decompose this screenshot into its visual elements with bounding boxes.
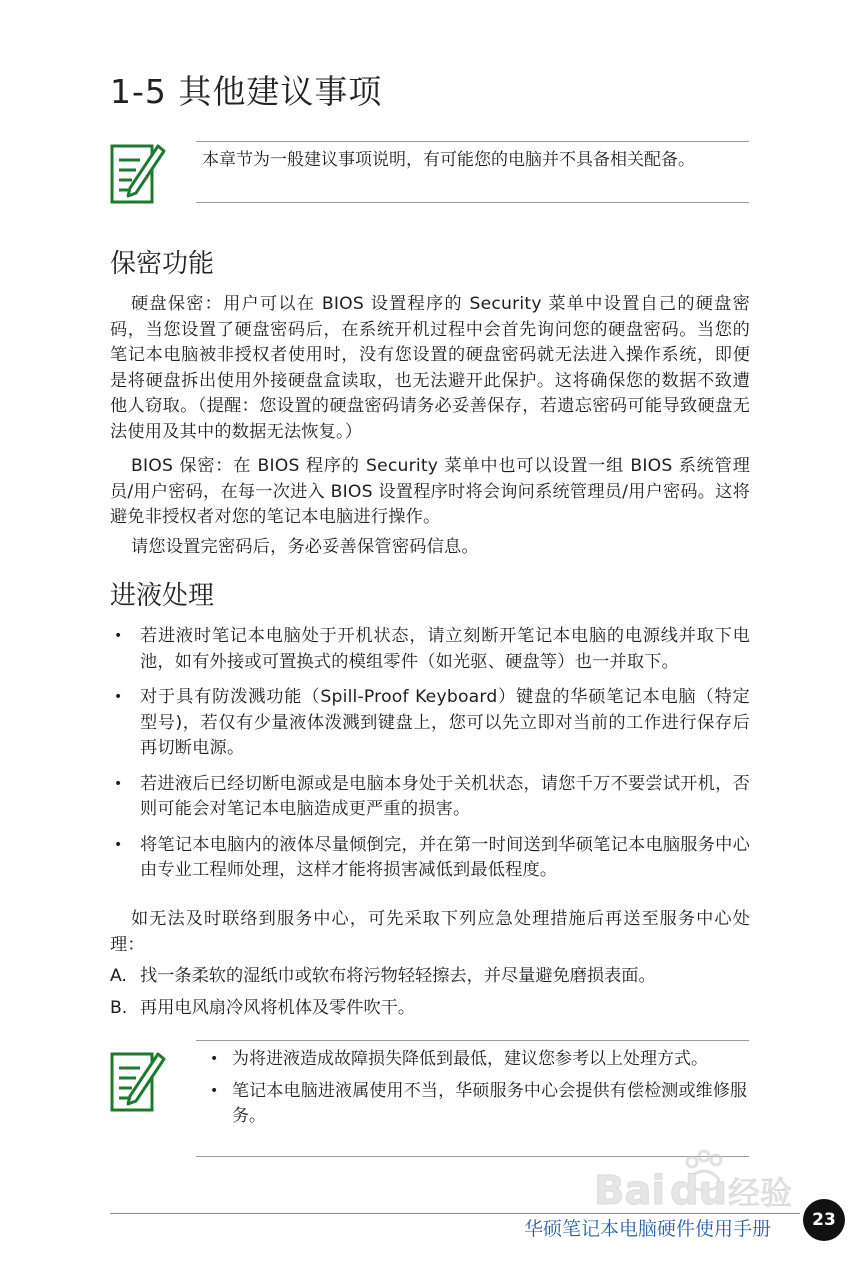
emergency-step-a — [110, 964, 750, 990]
liquid-heading: 进液处理 — [110, 581, 215, 611]
list-item: • 将笔记本电脑内的液体尽量倾倒完，并在第一时间送到华硕笔记本电脑服务中心由专业工程师处理，这样才能将损害减低到最低程度。 — [110, 833, 750, 884]
page-number: 23 — [803, 1199, 845, 1241]
liquid-bullet-list — [110, 624, 750, 894]
bottom-note — [196, 1040, 749, 1157]
svg-text:经验: 经验 — [728, 1174, 793, 1210]
emergency-step-b — [110, 996, 750, 1022]
keep-password-paragraph: 请您设置完密码后，务必妥善保管密码信息。 — [131, 537, 479, 557]
step-text: 找一条柔软的湿纸巾或软布将污物轻轻擦去，并尽量避免磨损表面。 — [140, 966, 656, 986]
list-item: • 对于具有防泼溅功能（Spill-Proof Keyboard）键盘的华硕笔记本电脑（特定型号)，若仅有少量液体泼溅到键盘上，您可以先立即对当前的工作进行保存后再切断电源。 — [110, 685, 750, 762]
list-item: • 笔记本电脑进液属使用不当，华硕服务中心会提供有偿检测或维修服务。 — [204, 1079, 747, 1129]
step-mark: B. — [110, 998, 128, 1018]
intro-note: 本章节为一般建议事项说明，有可能您的电脑并不具备相关配备。 — [196, 141, 749, 203]
page-title: 1-5 其他建议事项 — [110, 72, 383, 111]
footer-manual-title: 华硕笔记本电脑硬件使用手册 — [523, 1218, 771, 1240]
svg-text:du: du — [670, 1168, 728, 1210]
baidu-watermark-logo — [592, 1148, 802, 1210]
step-mark: A. — [110, 966, 127, 986]
list-item: • 若进液后已经切断电源或是电脑本身处于关机状态，请您千万不要尝试开机，否则可能会对笔记本电脑造成更严重的损害。 — [110, 772, 750, 823]
step-text: 再用电风扇冷风将机体及零件吹干。 — [140, 998, 416, 1018]
svg-text:Bai: Bai — [594, 1168, 666, 1210]
list-item: • 为将进液造成故障损失降低到最低，建议您参考以上处理方式。 — [204, 1047, 747, 1072]
hdd-password-paragraph: 硬盘保密：用户可以在 BIOS 设置程序的 Security 菜单中设置自己的硬盘密码，当您设置了硬盘密码后，在系统开机过程中会首先询问您的硬盘密码。当您的笔记本电脑被非授权者使用时，没有您设置的硬盘密码就无法进入操作系统，即便是将硬盘拆出使用外接硬盘盒读取，也无法避开此保护。这将确保您的数据不致遭他人窃取。（提醒：您设置的硬盘密码请务必妥善保存，若遗忘密码可能导致硬盘无法使用及其中的数据无法恢复。） — [110, 294, 750, 442]
bios-password-paragraph: BIOS 保密：在 BIOS 程序的 Security 菜单中也可以设置一组 BIOS 系统管理员/用户密码，在每一次进入 BIOS 设置程序时将会询问系统管理员/用户密码。这将避免非授权者对您的笔记本电脑进行操作。 — [110, 456, 750, 527]
note-pencil-icon — [110, 1048, 166, 1114]
list-item: • 若进液时笔记本电脑处于开机状态，请立刻断开笔记本电脑的电源线并取下电池，如有外接或可置换式的模组零件（如光驱、硬盘等）也一并取下。 — [110, 624, 750, 675]
security-heading: 保密功能 — [110, 249, 215, 279]
note-pencil-icon — [110, 140, 166, 206]
emergency-intro: 如无法及时联络到服务中心，可先采取下列应急处理措施后再送至服务中心处理： — [110, 909, 750, 955]
